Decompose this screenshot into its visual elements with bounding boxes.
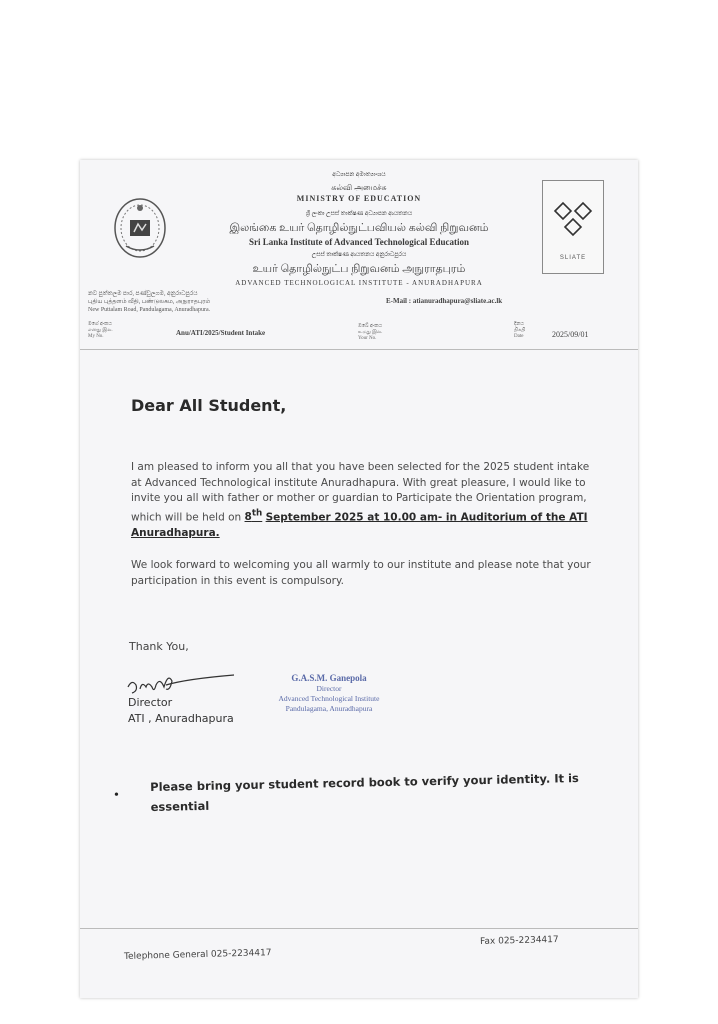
stamp-name: G.A.S.M. Ganepola — [291, 673, 367, 683]
email-address: E-Mail : atianuradhapura@sliate.ac.lk — [386, 297, 503, 305]
invitation-text: I am pleased to inform you all that you have been selected for the 2025 student intake at Advanced Technological institute Anuradhapura. With great pleasure, I would like to invite you all with father or mother or guardian to Participate the Orientation program, which will be held on — [131, 461, 590, 523]
logo-text: SLIATE — [559, 255, 587, 261]
signatory-title: Director — [128, 696, 173, 709]
institute-english: Sri Lanka Institute of Advanced Technological Education — [248, 237, 470, 247]
footer-divider — [80, 928, 638, 929]
ati-tamil: உயர் தொழில்நுட்ப நிறுவனம் அநுராதபுரம் — [252, 263, 466, 275]
telephone-number: Telephone General 025-2234417 — [124, 948, 272, 962]
stamp-institute: Advanced Technological Institute — [278, 694, 380, 703]
ministry-english: MINISTRY OF EDUCATION — [296, 194, 422, 203]
closing-paragraph: We look forward to welcoming you all warmly to our institute and please note that your participation in this event is compulsory. — [131, 559, 591, 587]
important-note: Please bring your student record book to verify your identity. It is essential — [150, 771, 579, 814]
ministry-tamil: கல்வி அமைச்சு — [331, 183, 387, 192]
my-no-label-ta: எனது இல. — [88, 328, 113, 333]
signatory-place: ATI , Anuradhapura — [128, 712, 234, 725]
thank-you: Thank You, — [129, 640, 189, 653]
ati-english: ADVANCED TECHNOLOGICAL INSTITUTE - ANURADHAPURA — [235, 279, 483, 287]
my-no-label — [88, 322, 113, 340]
date-label-en: Date — [514, 334, 524, 339]
letter-page — [80, 160, 638, 998]
address-sinhala: නව පුත්තලම පාර, පණ්ඩුලගම, අනුරාධපුරය — [88, 291, 198, 297]
official-stamp — [244, 672, 414, 714]
your-no-label-ta: உமது இல. — [358, 330, 383, 335]
stamp-title: Director — [316, 684, 342, 693]
your-no-label-en: Your No. — [358, 336, 377, 341]
institute-tamil: இலங்கை உயர் தொழில்நுட்பவியல் கல்வி நிறுவனம் — [229, 222, 489, 234]
date-label — [514, 322, 525, 340]
event-details: September 2025 at 10.00 am- in Auditorium of the ATI Anuradhapura. — [131, 511, 588, 539]
ministry-sinhala: අධ්‍යාපන අමාත්‍යාංශය — [332, 172, 386, 178]
my-no-label-en: My No. — [88, 334, 104, 339]
header-divider — [80, 349, 638, 350]
address-english: New Puttalam Road, Pandulagama, Anuradhapura. — [88, 307, 211, 313]
your-no-label-si: ඔබේ අංකය — [358, 324, 382, 329]
address-tamil: புதிய புத்தளம் வீதி, பண்டுலகம, அநுராதபுரம் — [88, 299, 211, 305]
event-day-suffix: th — [251, 508, 263, 519]
ati-sinhala: උසස් තාක්ෂණ ආයතනය අනුරාධපුරය — [311, 252, 407, 258]
invitation-paragraph — [131, 460, 601, 541]
stamp-location: Pandulagama, Anuradhapura — [285, 704, 373, 713]
your-no-label — [358, 324, 382, 342]
event-day — [244, 508, 263, 523]
event-day-number: 8 — [244, 511, 252, 523]
greeting: Dear All Student, — [131, 396, 287, 415]
bullet-icon: • — [114, 788, 119, 803]
date-label-ta: திகதி — [514, 328, 526, 333]
fax-number: Fax 025-2234417 — [480, 934, 559, 947]
letter-date: 2025/09/01 — [552, 330, 589, 339]
my-reference-number: Anu/ATI/2025/Student Intake — [176, 329, 266, 337]
date-label-si: දිනය — [514, 322, 524, 327]
institute-sinhala: ශ්‍රී ලංකා උසස් තාක්ෂණ අධ්‍යාපන ආයතනය — [305, 211, 413, 217]
my-no-label-si: මගේ අංකය — [88, 322, 112, 327]
